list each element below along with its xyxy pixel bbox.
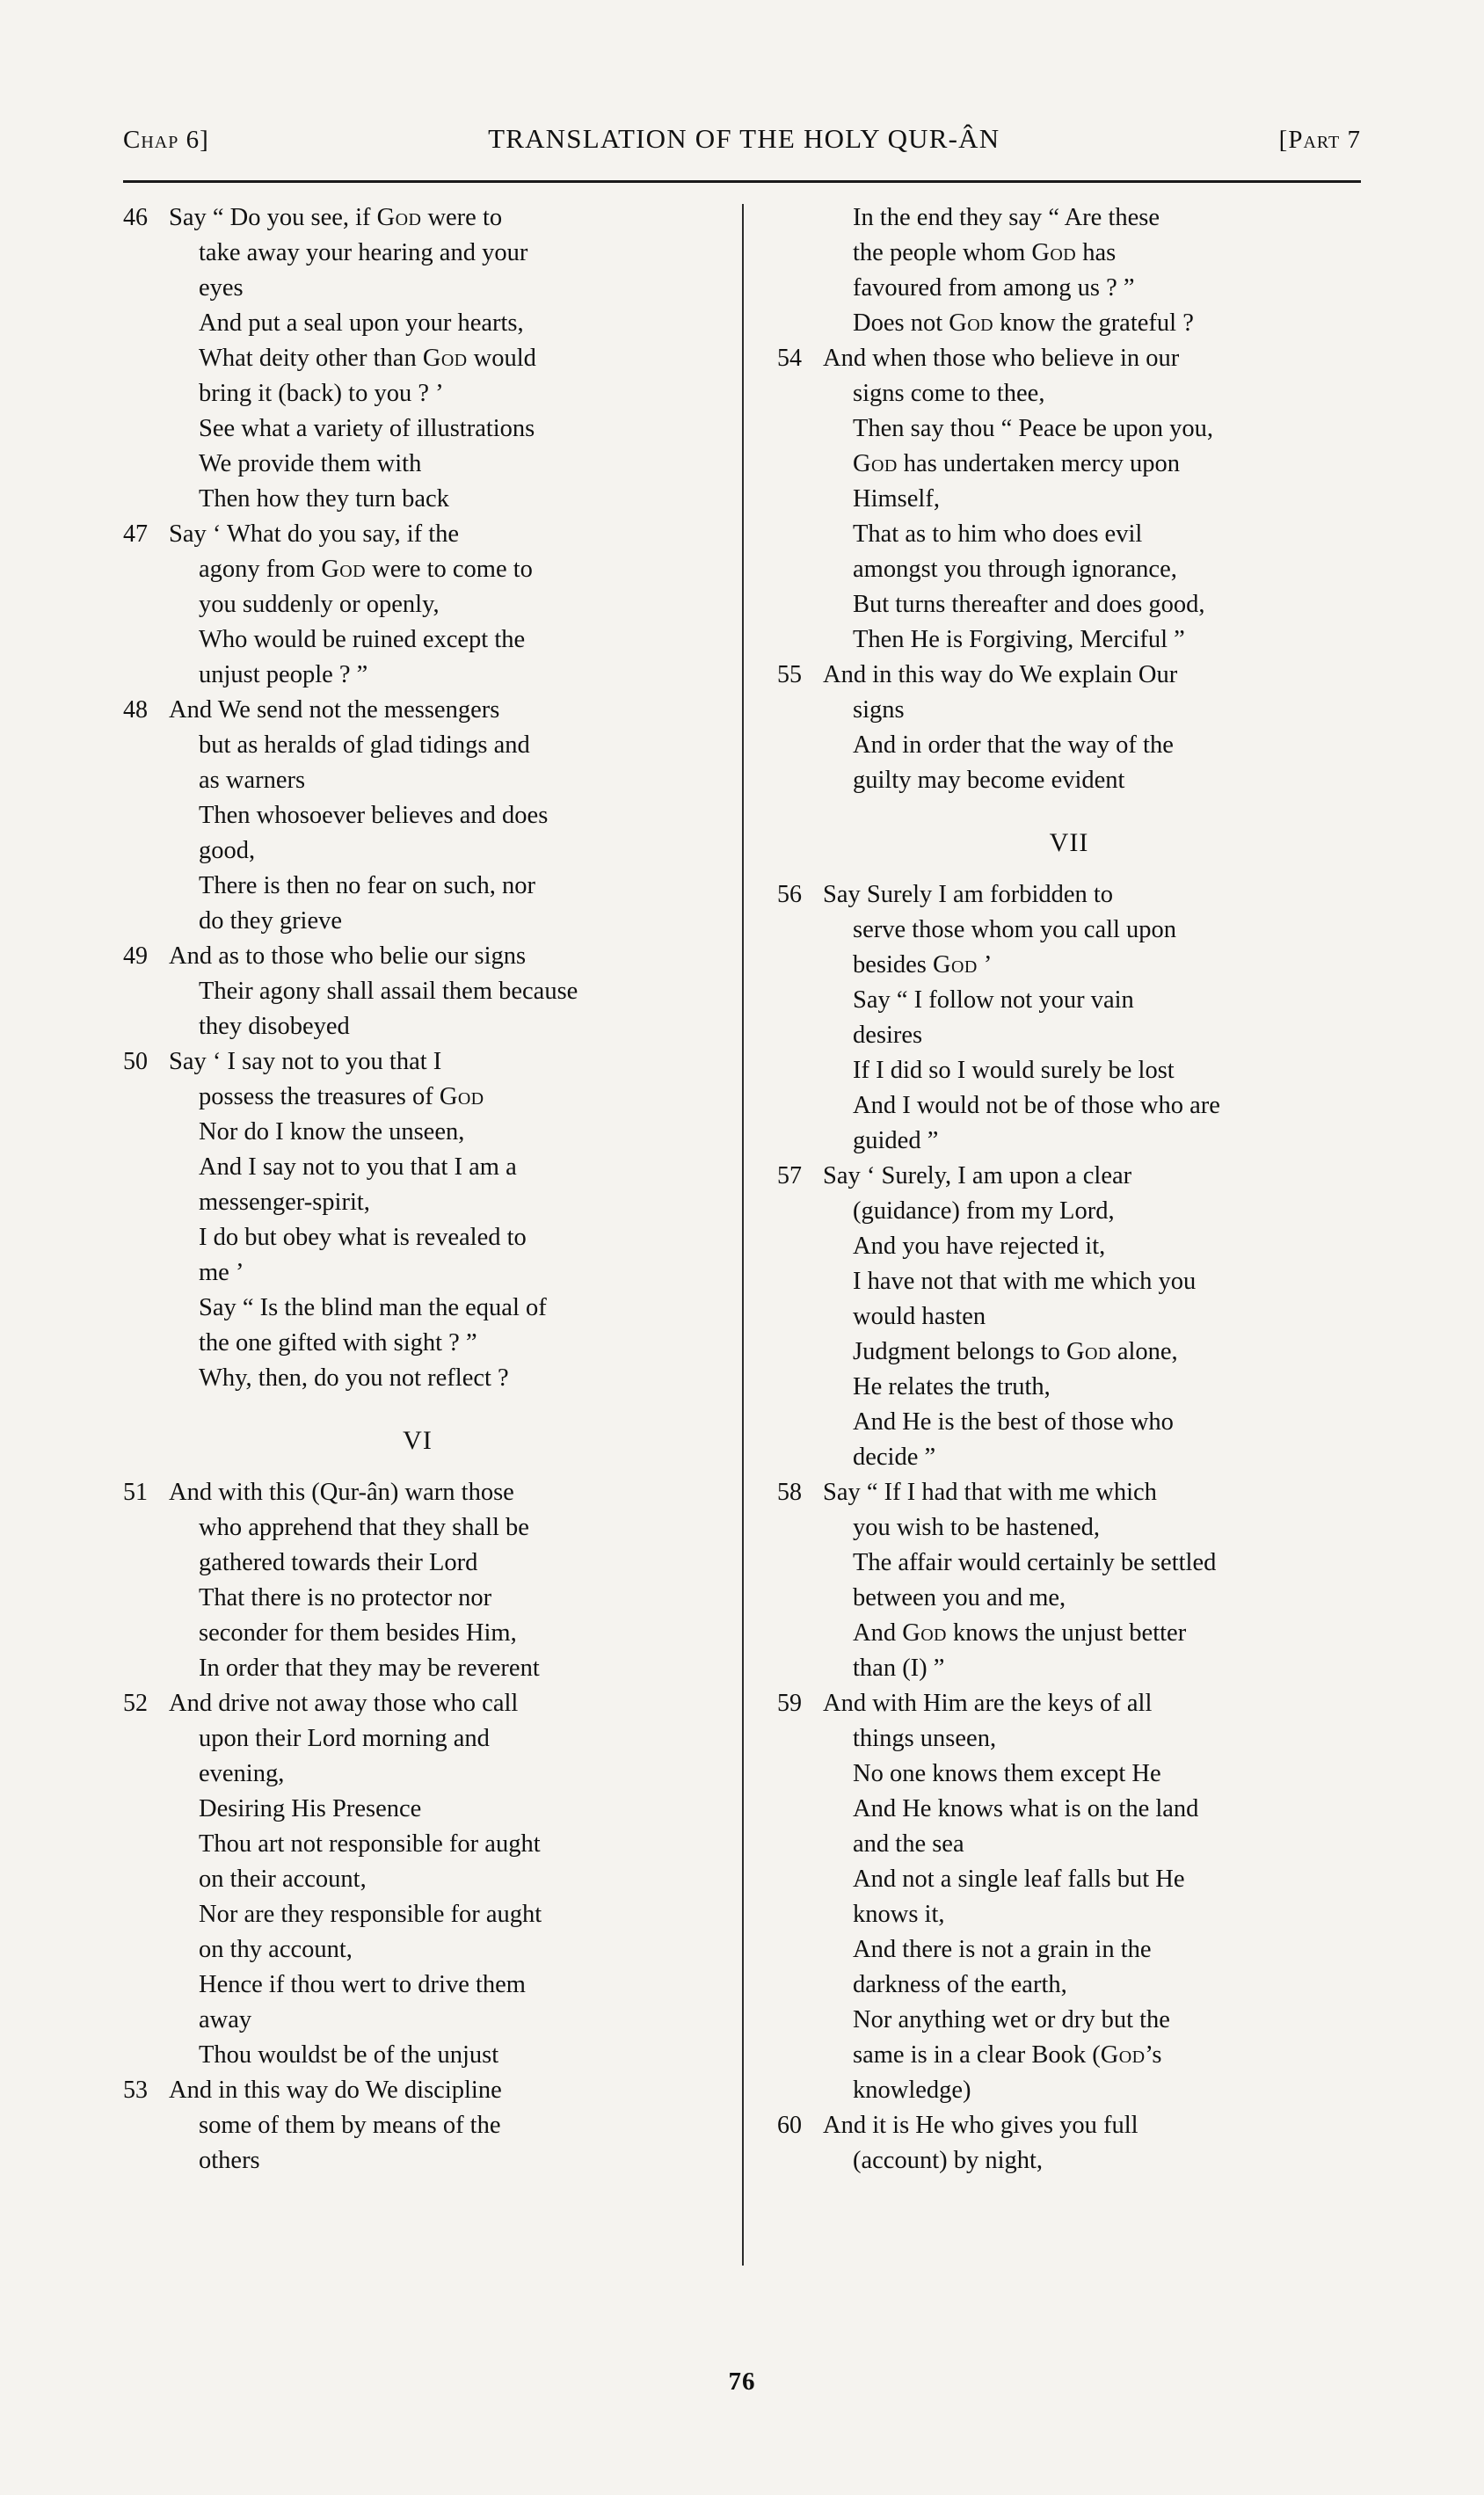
verse-text: And We send not the messengers [169,696,500,724]
verse-line [123,833,712,869]
verse-line [123,1581,712,1616]
verse-text: And He is the best of those who [853,1408,1174,1436]
verse-number: 60 [777,2112,802,2139]
small-caps-god: God [933,951,978,978]
verse-line [123,2073,712,2108]
verse-line [123,341,712,376]
verse-text: the one gifted with sight ? ” [199,1329,477,1357]
verse-number: 49 [123,942,148,970]
verse-text: Say “ I follow not your vain [853,986,1134,1014]
verse-text: And when those who believe in our [823,345,1180,372]
verse-line [777,1335,1361,1370]
verse-line [123,2143,712,2179]
verse-text: signs [853,696,905,724]
verse-line [777,2073,1361,2108]
verse-text: Nor do I know the unseen, [199,1118,465,1146]
verse-number: 51 [123,1479,148,1506]
verse-text: darkness of the earth, [853,1971,1067,1998]
verse-text: (guidance) from my Lord, [853,1197,1115,1225]
verse-text: others [199,2147,260,2174]
verse-text: And I would not be of those who are [853,1092,1220,1119]
verse-text: Who would be ruined except the [199,626,526,653]
verse-line [123,939,712,974]
verse-line [123,517,712,552]
verse-line [777,1475,1361,1510]
verse-text: as warners [199,767,306,794]
verse-line [123,658,712,693]
verse-number: 56 [777,881,802,908]
verse-text: the people whom God has [853,239,1117,266]
verse-text: Say Surely I am forbidden to [823,881,1114,908]
verse-line [777,658,1361,693]
small-caps-god: God [321,556,366,583]
verse-line [777,1124,1361,1159]
verse-line [777,1968,1361,2003]
verse-line [777,482,1361,517]
verse-text: And drive not away those who call [169,1690,519,1717]
verse-line [777,1194,1361,1229]
verse-line [777,271,1361,306]
verse-text: Say “ Is the blind man the equal of [199,1294,547,1321]
verse-text: and the sea [853,1830,964,1858]
verse-text: I have not that with me which you [853,1268,1197,1295]
header-rule [123,180,1361,183]
verse-number: 59 [777,1690,802,1717]
right-column [742,200,1361,2319]
verse-text: Say “ Do you see, if God were to [169,204,503,231]
verse-line [777,1370,1361,1405]
verse-text: And He knows what is on the land [853,1795,1199,1822]
page-number: 76 [728,2368,756,2396]
verse-line [777,411,1361,447]
verse-text: Then say thou “ Peace be upon you, [853,415,1213,442]
verse-line [777,306,1361,341]
left-column-verses-part2 [123,1475,712,2179]
verse-number: 58 [777,1479,802,1506]
left-column [123,200,742,2319]
running-head-left: Chap 6] [123,126,209,154]
small-caps-god: God [376,204,422,231]
text-columns [123,200,1361,2319]
verse-line [123,904,712,939]
verse-line [777,1159,1361,1194]
verse-text: some of them by means of the [199,2112,501,2139]
verse-text: What deity other than God would [199,345,536,372]
verse-line [123,2108,712,2143]
verse-text: evening, [199,1760,285,1787]
verse-text: me ’ [199,1259,244,1286]
verse-text: on thy account, [199,1936,353,1963]
verse-line [777,622,1361,658]
verse-line [777,447,1361,482]
verse-line [777,1229,1361,1264]
verse-text: (account) by night, [853,2147,1044,2174]
right-column-verses-part1 [777,200,1361,798]
verse-line [123,1185,712,1220]
verse-text: things unseen, [853,1725,997,1752]
verse-number: 52 [123,1690,148,1717]
verse-number: 46 [123,204,148,231]
verse-number: 50 [123,1048,148,1075]
verse-line [123,763,712,798]
verse-line [123,1080,712,1115]
verse-line [123,693,712,728]
verse-text: than (I) ” [853,1655,945,1682]
verse-text: but as heralds of glad tidings and [199,731,530,759]
right-column-verses-part2 [777,877,1361,2179]
verse-line [777,2143,1361,2179]
verse-text: And I say not to you that I am a [199,1153,517,1181]
verse-line [123,2038,712,2073]
verse-text: on their account, [199,1866,367,1893]
verse-number: 55 [777,661,802,688]
verse-line [777,1546,1361,1581]
verse-text: they disobeyed [199,1013,350,1040]
verse-text: decide ” [853,1444,936,1471]
verse-text: Say ‘ I say not to you that I [169,1048,442,1075]
verse-line [777,1862,1361,1897]
verse-text: desires [853,1022,923,1049]
verse-line [777,1581,1361,1616]
verse-line [123,1968,712,2003]
verse-number: 48 [123,696,148,724]
verse-line [123,728,712,763]
verse-text: knowledge) [853,2077,971,2104]
verse-line [123,1326,712,1361]
verse-line [777,1651,1361,1686]
small-caps-god: God [1031,239,1077,266]
verse-text: And there is not a grain in the [853,1936,1152,1963]
verse-text: In order that they may be reverent [199,1655,540,1682]
verse-line [777,587,1361,622]
verse-text: If I did so I would surely be lost [853,1057,1175,1084]
verse-line [777,236,1361,271]
verse-line [777,1018,1361,1053]
verse-number: 47 [123,520,148,548]
verse-line [777,517,1361,552]
verse-text: would hasten [853,1303,986,1330]
small-caps-god: God [1066,1338,1111,1365]
verse-line [777,763,1361,798]
verse-line [777,2003,1361,2038]
section-heading-vii: VII [1049,828,1089,857]
verse-text: Hence if thou wert to drive them [199,1971,526,1998]
small-caps-god: God [949,309,993,337]
verse-text: eyes [199,274,244,302]
verse-text: Thou wouldst be of the unjust [199,2041,499,2069]
verse-line [777,1827,1361,1862]
verse-line [777,913,1361,948]
verse-text: That there is no protector nor [199,1584,492,1611]
verse-number: 57 [777,1162,802,1189]
verse-text: See what a variety of illustrations [199,415,535,442]
verse-line [123,1757,712,1792]
verse-line [123,271,712,306]
verse-line [123,1475,712,1510]
verse-line [123,1897,712,1932]
verse-text: guilty may become evident [853,767,1125,794]
verse-line [777,1757,1361,1792]
verse-line [777,2108,1361,2143]
verse-text: We provide them with [199,450,422,477]
verse-text: He relates the truth, [853,1373,1051,1400]
verse-text: Nor anything wet or dry but the [853,2006,1170,2033]
verse-number: 53 [123,2077,148,2104]
verse-line [123,1044,712,1080]
verse-text: Why, then, do you not reflect ? [199,1364,509,1392]
verse-text: And in order that the way of the [853,731,1174,759]
verse-line [123,1510,712,1546]
verse-line [777,1053,1361,1088]
verse-line [777,1932,1361,1968]
verse-line [123,587,712,622]
verse-text: Thou art not responsible for aught [199,1830,541,1858]
verse-line [123,1932,712,1968]
verse-text: Say ‘ What do you say, if the [169,520,460,548]
verse-line [123,376,712,411]
verse-text: away [199,2006,252,2033]
verse-line [123,552,712,587]
verse-text: And with this (Qur-ân) warn those [169,1479,514,1506]
verse-line [777,2038,1361,2073]
small-caps-god: God [902,1619,947,1647]
verse-line [777,877,1361,913]
verse-line [777,376,1361,411]
verse-line [777,1088,1361,1124]
verse-number: 54 [777,345,802,372]
verse-line [123,1721,712,1757]
verse-text: agony from God were to come to [199,556,533,583]
verse-text: And you have rejected it, [853,1233,1106,1260]
verse-line [123,869,712,904]
verse-text: In the end they say “ Are these [853,204,1160,231]
verse-line [123,200,712,236]
verse-line [123,447,712,482]
verse-line [777,552,1361,587]
verse-text: And it is He who gives you full [823,2112,1138,2139]
verse-line [777,983,1361,1018]
verse-line [777,1686,1361,1721]
verse-line [123,1546,712,1581]
verse-text: God has undertaken mercy upon [853,450,1180,477]
verse-text: you suddenly or openly, [199,591,440,618]
verse-line [123,1651,712,1686]
verse-text: guided ” [853,1127,939,1154]
verse-line [123,2003,712,2038]
verse-line [777,1299,1361,1335]
verse-text: signs come to thee, [853,380,1045,407]
verse-line [123,1862,712,1897]
verse-text: And God knows the unjust better [853,1619,1187,1647]
verse-text: Does not God know the grateful ? [853,309,1194,337]
section-heading-vi: VI [403,1426,433,1455]
verse-line [777,1721,1361,1757]
verse-text: And as to those who belie our signs [169,942,527,970]
verse-line [777,1264,1361,1299]
verse-line [123,1009,712,1044]
verse-text: Nor are they responsible for aught [199,1901,542,1928]
running-head-title: TRANSLATION OF THE HOLY QUR-ÂN [488,123,1000,154]
verse-text: do they grieve [199,907,343,935]
verse-text: And in this way do We explain Our [823,661,1178,688]
verse-line [777,200,1361,236]
verse-text: The affair would certainly be settled [853,1549,1217,1576]
running-head-right: [Part 7 [1278,126,1361,154]
verse-text: good, [199,837,256,864]
verse-line [123,974,712,1009]
verse-text: besides God ’ [853,951,993,978]
verse-text: unjust people ? ” [199,661,368,688]
verse-line [777,1510,1361,1546]
verse-text: But turns thereafter and does good, [853,591,1205,618]
verse-line [777,728,1361,763]
verse-line [777,1405,1361,1440]
verse-text: And in this way do We discipline [169,2077,502,2104]
verse-text: same is in a clear Book (God’s [853,2041,1162,2069]
verse-line [777,1616,1361,1651]
verse-text: Desiring His Presence [199,1795,422,1822]
verse-line [777,1897,1361,1932]
small-caps-god: God [853,450,898,477]
verse-text: who apprehend that they shall be [199,1514,529,1541]
verse-line [123,1686,712,1721]
verse-line [123,1255,712,1291]
verse-text: Then whosoever believes and does [199,802,549,829]
small-caps-god: God [439,1083,484,1110]
verse-line [123,236,712,271]
verse-text: knows it, [853,1901,945,1928]
verse-line [123,306,712,341]
verse-line [777,693,1361,728]
verse-text: And put a seal upon your hearts, [199,309,524,337]
verse-text: amongst you through ignorance, [853,556,1177,583]
verse-text: gathered towards their Lord [199,1549,478,1576]
verse-text: I do but obey what is revealed to [199,1224,527,1251]
verse-text: take away your hearing and your [199,239,528,266]
verse-line [777,948,1361,983]
verse-text: And with Him are the keys of all [823,1690,1153,1717]
verse-line [123,1361,712,1396]
verse-text: seconder for them besides Him, [199,1619,517,1647]
verse-text: Himself, [853,485,940,513]
verse-line [123,622,712,658]
left-column-verses-part1 [123,200,712,1396]
verse-text: messenger-spirit, [199,1189,370,1216]
verse-text: Their agony shall assail them because [199,978,578,1005]
verse-text: between you and me, [853,1584,1066,1611]
verse-line [123,1150,712,1185]
verse-line [123,1220,712,1255]
verse-text: possess the treasures of God [199,1083,484,1110]
small-caps-god: God [422,345,468,372]
verse-text: That as to him who does evil [853,520,1143,548]
verse-line [123,1291,712,1326]
verse-text: favoured from among us ? ” [853,274,1135,302]
verse-text: There is then no fear on such, nor [199,872,536,899]
verse-line [777,341,1361,376]
verse-text: upon their Lord morning and [199,1725,490,1752]
verse-text: And not a single leaf falls but He [853,1866,1185,1893]
verse-text: serve those whom you call upon [853,916,1177,943]
verse-text: Say ‘ Surely, I am upon a clear [823,1162,1132,1189]
verse-line [123,1616,712,1651]
verse-text: Then how they turn back [199,485,449,513]
verse-text: bring it (back) to you ? ’ [199,380,444,407]
verse-line [123,1792,712,1827]
verse-line [123,798,712,833]
running-head [123,123,1361,169]
verse-text: No one knows them except He [853,1760,1161,1787]
verse-line [123,411,712,447]
verse-line [123,482,712,517]
small-caps-god: God [1100,2041,1146,2069]
verse-text: Judgment belongs to God alone, [853,1338,1178,1365]
verse-line [777,1792,1361,1827]
verse-text: Say “ If I had that with me which [823,1479,1157,1506]
verse-text: you wish to be hastened, [853,1514,1100,1541]
verse-line [777,1440,1361,1475]
verse-line [123,1827,712,1862]
verse-text: Then He is Forgiving, Merciful ” [853,626,1185,653]
verse-line [123,1115,712,1150]
